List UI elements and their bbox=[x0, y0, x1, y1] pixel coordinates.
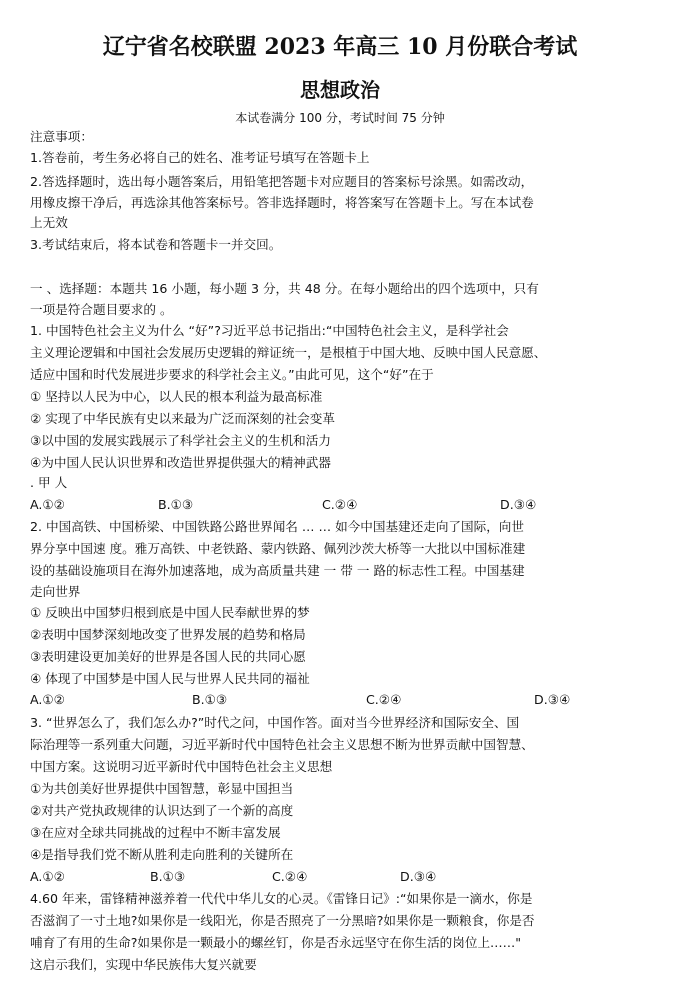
q1-stem: 1. 中国特色社会主义为什么 “好”?习近平总书记指出:“中国特色社会主义，是科学社会 bbox=[30, 323, 509, 338]
exam-title: 辽宁省名校联盟 2023 年高三 10 月份联合考试 bbox=[102, 34, 578, 60]
q2-statement: ① 反映出中国梦归根到底是中国人民奉献世界的梦 bbox=[30, 605, 310, 620]
q1-statement: ① 坚持以人民为中心，以人民的根本利益为最高标准 bbox=[30, 389, 323, 404]
q2-option-c: C.②④ bbox=[366, 692, 402, 707]
notes-heading: 注意事项： bbox=[30, 129, 93, 144]
q1-option-b: B.①③ bbox=[158, 497, 194, 512]
q2-statement: ②表明中国梦深刻地改变了世界发展的趋势和格局 bbox=[30, 627, 306, 642]
q3-stem: 中国方案。这说明习近平新时代中国特色社会主义思想 bbox=[30, 759, 333, 774]
section-line: 一项是符合题目要求的 。 bbox=[30, 302, 173, 317]
q2-option-d: D.③④ bbox=[534, 692, 571, 707]
q1-statement: ② 实现了中华民族有史以来最为广泛而深刻的社会变革 bbox=[30, 411, 335, 426]
note-line: 1.答卷前，考生务必将自己的姓名、准考证号填写在答题卡上 bbox=[30, 150, 370, 165]
q3-statement: ②对共产党执政规律的认识达到了一个新的高度 bbox=[30, 803, 294, 818]
q1-statement: ③以中国的发展实践展示了科学社会主义的生机和活力 bbox=[30, 433, 331, 448]
q1-option-d: D.③④ bbox=[500, 497, 537, 512]
q2-stem: 2. 中国高铁、中国桥梁、中国铁路公路世界闻名 … … 如今中国基建还走向了国际，向世 bbox=[30, 519, 524, 534]
q2-stem: 走向世界 bbox=[30, 584, 81, 599]
q1-option-c: C.②④ bbox=[322, 497, 358, 512]
q1-stray-text: . 甲 人 bbox=[30, 475, 68, 490]
q2-stem: 界分享中国速 度。雅万高铁、中老铁路、蒙内铁路、佩列沙茨大桥等一大批以中国标准建 bbox=[30, 541, 526, 556]
q3-stem: 际治理等一系列重大问题，习近平新时代中国特色社会主义思想不断为世界贡献中国智慧、 bbox=[30, 737, 534, 752]
q1-statement: ④为中国人民认识世界和改造世界提供强大的精神武器 bbox=[30, 455, 331, 470]
q4-stem: 哺育了有用的生命?如果你是一颗最小的螺丝钉，你是否永远坚守在你生活的岗位上……" bbox=[30, 935, 522, 950]
q3-statement: ④是指导我们党不断从胜利走向胜利的关键所在 bbox=[30, 847, 294, 862]
note-line: 上无效 bbox=[30, 215, 68, 230]
q3-options bbox=[30, 868, 656, 886]
q2-statement: ④ 体现了中国梦是中国人民与世界人民共同的福祉 bbox=[30, 671, 310, 686]
q3-statement: ③在应对全球共同挑战的过程中不断丰富发展 bbox=[30, 825, 281, 840]
section-line: 一 、选择题：本题共 16 小题，每小题 3 分，共 48 分。在每小题给出的四个选项中，只有 bbox=[30, 281, 539, 296]
q4-stem: 否滋润了一寸土地?如果你是一线阳光，你是否照亮了一分黑暗?如果你是一颗粮食，你是否 bbox=[30, 913, 535, 928]
q2-option-b: B.①③ bbox=[192, 692, 228, 707]
exam-subtitle: 本试卷满分 100 分，考试时间 75 分钟 bbox=[235, 111, 445, 125]
q1-stem: 主义理论逻辑和中国社会发展历史逻辑的辩证统一，是根植于中国大地、反映中国人民意愿、 bbox=[30, 345, 547, 360]
q4-stem: 这启示我们，实现中华民族伟大复兴就要 bbox=[30, 957, 257, 972]
q1-stem: 适应中国和时代发展进步要求的科学社会主义。”由此可见，这个“好”在于 bbox=[30, 367, 434, 382]
q1-option-a: A.①② bbox=[30, 497, 65, 512]
q1-options bbox=[30, 496, 656, 514]
q2-stem: 设的基础设施项目在海外加速落地，成为高质量共建 一 带 一 路的标志性工程。中国基建 bbox=[30, 563, 525, 578]
q2-statement: ③表明建设更加美好的世界是各国人民的共同心愿 bbox=[30, 649, 306, 664]
subject-title: 思想政治 bbox=[300, 78, 380, 102]
note-line: 2.答选择题时，选出每小题答案后，用铅笔把答题卡对应题目的答案标号涂黑。如需改动， bbox=[30, 174, 534, 189]
q2-options bbox=[30, 691, 656, 709]
q3-option-b: B.①③ bbox=[150, 869, 186, 884]
q3-option-d: D.③④ bbox=[400, 869, 437, 884]
q3-option-c: C.②④ bbox=[272, 869, 308, 884]
q4-stem: 4.60 年来，雷锋精神滋养着一代代中华儿女的心灵。《雷锋日记》:“如果你是一滴水，你是 bbox=[30, 891, 533, 906]
q3-option-a: A.①② bbox=[30, 869, 65, 884]
q2-option-a: A.①② bbox=[30, 692, 65, 707]
note-line: 用橡皮擦干净后，再选涂其他答案标号。答非选择题时，将答案写在答题卡上。写在本试卷 bbox=[30, 195, 534, 210]
note-line: 3.考试结束后，将本试卷和答题卡一并交回。 bbox=[30, 237, 282, 252]
q3-stem: 3. “世界怎么了，我们怎么办?”时代之问，中国作答。面对当今世界经济和国际安全、国 bbox=[30, 715, 520, 730]
q3-statement: ①为共创美好世界提供中国智慧，彰显中国担当 bbox=[30, 781, 294, 796]
